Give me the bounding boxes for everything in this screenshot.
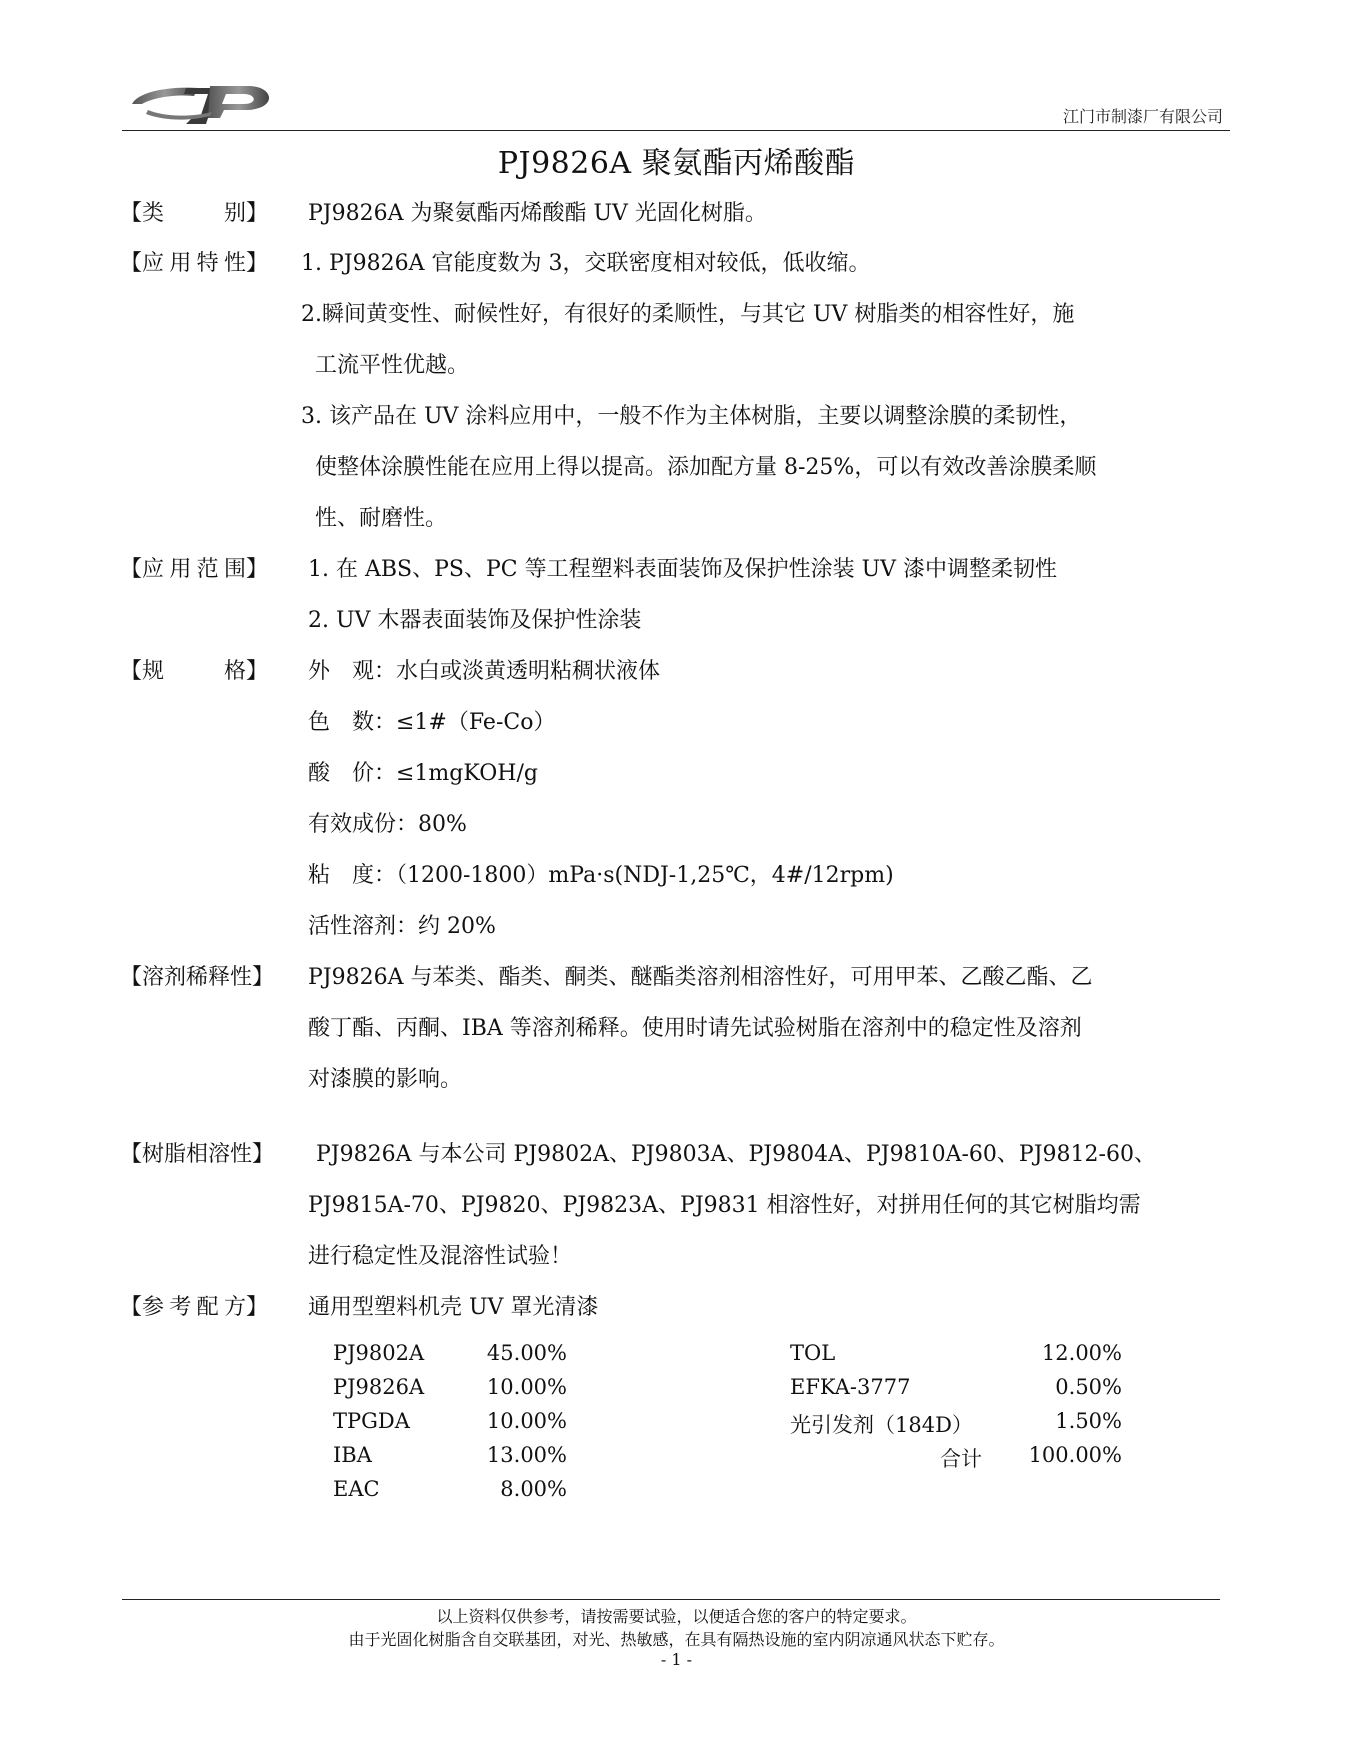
spec-color: 色 数：≤1#（Fe-Co）: [308, 710, 556, 735]
pj-logo-icon: [128, 78, 278, 130]
features-line-4: 3. 该产品在 UV 涂料应用中，一般不作为主体树脂，主要以调整涂膜的柔韧性，: [301, 404, 1082, 429]
features-line-3: 工流平性优越。: [315, 353, 470, 378]
compat-line-1: PJ9826A 与本公司 PJ9802A、PJ9803A、PJ9804A、PJ9810A-60、PJ9812-60、: [316, 1142, 1156, 1167]
formula-right-name: EFKA-3777: [790, 1375, 911, 1399]
compat-line-2: PJ9815A-70、PJ9820、PJ9823A、PJ9831 相溶性好，对拼用任何的其它树脂均需: [308, 1193, 1141, 1218]
section-label-formula: 【参考配方】: [120, 1295, 269, 1320]
section-label-compat: 【树脂相溶性】: [120, 1142, 275, 1167]
spec-active-solvent: 活性溶剂：约 20%: [308, 914, 496, 939]
solvent-line-1: PJ9826A 与苯类、酯类、酮类、醚酯类溶剂相溶性好，可用甲苯、乙酸乙酯、乙: [308, 965, 1093, 990]
company-name: 江门市制漆厂有限公司: [1062, 107, 1223, 126]
features-line-1: 1. PJ9826A 官能度数为 3，交联密度相对较低，低收缩。: [301, 251, 871, 276]
category-line-1: PJ9826A 为聚氨酯丙烯酸酯 UV 光固化树脂。: [308, 201, 767, 226]
features-line-5: 使整体涂膜性能在应用上得以提高。添加配方量 8-25%，可以有效改善涂膜柔顺: [315, 455, 1097, 480]
section-label-solvent: 【溶剂稀释性】: [120, 965, 275, 990]
formula-left-name: IBA: [333, 1443, 372, 1467]
scope-line-2: 2. UV 木器表面装饰及保护性涂装: [308, 608, 642, 633]
header-divider: [122, 130, 1230, 131]
formula-left-value: 8.00%: [500, 1477, 567, 1501]
formula-left-name: PJ9802A: [333, 1341, 425, 1365]
formula-left-value: 10.00%: [486, 1409, 567, 1433]
solvent-line-2: 酸丁酯、丙酮、IBA 等溶剂稀释。使用时请先试验树脂在溶剂中的稳定性及溶剂: [308, 1016, 1082, 1041]
formula-right-value: 1.50%: [1055, 1409, 1122, 1433]
footer-disclaimer: 以上资料仅供参考，请按需要试验，以便适合您的客户的特定要求。: [436, 1607, 917, 1626]
features-line-6: 性、耐磨性。: [315, 506, 448, 531]
formula-left-name: EAC: [333, 1477, 380, 1501]
formula-left-value: 45.00%: [486, 1341, 567, 1365]
section-label-specs: 【规 格】: [120, 659, 269, 684]
spec-appearance: 外 观：水白或淡黄透明粘稠状液体: [308, 659, 661, 684]
formula-left-name: PJ9826A: [333, 1375, 425, 1399]
compat-line-3: 进行稳定性及混溶性试验！: [308, 1244, 573, 1269]
spec-acid-value: 酸 价：≤1mgKOH/g: [308, 761, 538, 786]
formula-left-value: 10.00%: [486, 1375, 567, 1399]
formula-right-name: TOL: [790, 1341, 836, 1365]
formula-total-value: 100.00%: [1028, 1443, 1122, 1467]
formula-left-name: TPGDA: [333, 1409, 410, 1433]
page-title: PJ9826A 聚氨酯丙烯酸酯: [497, 146, 856, 181]
formula-total-label: 合计: [940, 1447, 982, 1471]
formula-right-value: 0.50%: [1055, 1375, 1122, 1399]
section-label-features: 【应用特性】: [120, 251, 269, 276]
formula-left-value: 13.00%: [486, 1443, 567, 1467]
formula-right-name: 光引发剂（184D）: [790, 1413, 973, 1437]
formula-subtitle: 通用型塑料机壳 UV 罩光清漆: [308, 1295, 599, 1320]
section-label-scope: 【应用范围】: [120, 557, 269, 582]
features-line-2: 2.瞬间黄变性、耐候性好，有很好的柔顺性，与其它 UV 树脂类的相容性好，施: [301, 302, 1075, 327]
section-label-category: 【类 别】: [120, 201, 269, 226]
scope-line-1: 1. 在 ABS、PS、PC 等工程塑料表面装饰及保护性涂装 UV 漆中调整柔韧性: [308, 557, 1058, 582]
spec-solids: 有效成份：80%: [308, 812, 467, 837]
solvent-line-3: 对漆膜的影响。: [308, 1067, 463, 1092]
footer-divider: [122, 1599, 1220, 1600]
footer-storage-note: 由于光固化树脂含自交联基团，对光、热敏感，在具有隔热设施的室内阴凉通风状态下贮存。: [348, 1630, 1005, 1649]
formula-right-value: 12.00%: [1041, 1341, 1122, 1365]
page-number: - 1 -: [660, 1650, 693, 1669]
spec-viscosity: 粘 度：（1200-1800）mPa·s(NDJ-1,25℃，4#/12rpm): [308, 863, 894, 888]
